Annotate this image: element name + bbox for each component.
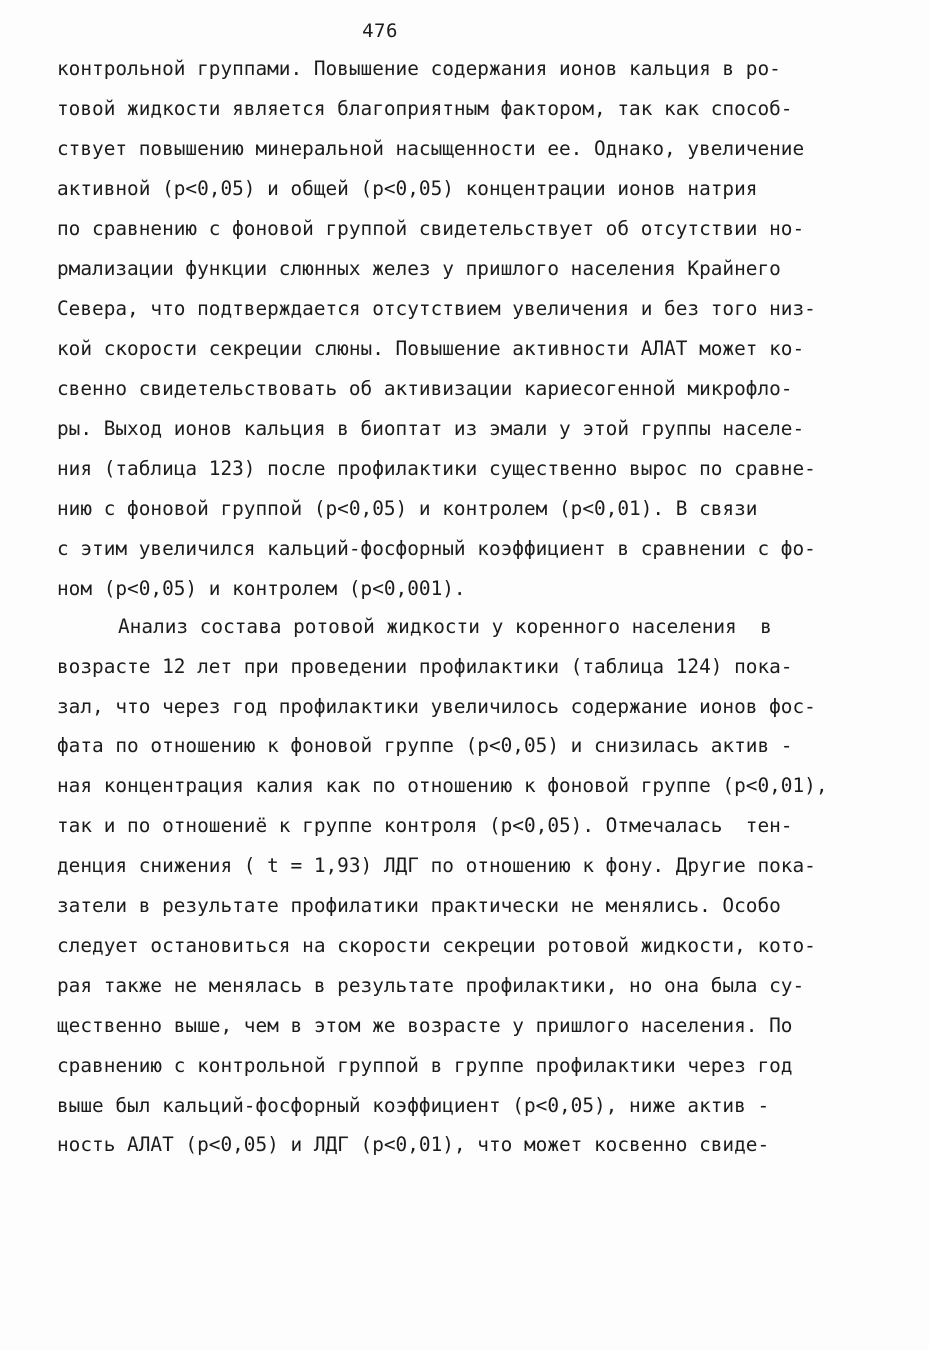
text-line: рая также не менялась в результате профилактики, но она была су- [57, 974, 805, 997]
text-line: ная концентрация калия как по отношению к фоновой группе (р<0,01), [57, 774, 828, 797]
text-line: так и по отношениё к группе контроля (р<0,05). Отмечалась тен- [57, 814, 793, 837]
text-line: кой скорости секреции слюны. Повышение активности АЛАТ может ко- [57, 337, 805, 360]
text-line: Севера, что подтверждается отсутствием увеличения и без того низ- [57, 297, 816, 320]
text-line: свенно свидетельствовать об активизации кариесогенной микрофло- [57, 377, 793, 400]
text-line: товой жидкости является благоприятным фактором, так как способ- [57, 97, 793, 120]
text-line: ном (р<0,05) и контролем (р<0,001). [57, 577, 466, 600]
text-line: активной (р<0,05) и общей (р<0,05) концентрации ионов натрия [57, 177, 758, 200]
text-line: с этим увеличился кальций-фосфорный коэффициент в сравнении с фо- [57, 537, 816, 560]
text-line: фата по отношению к фоновой группе (р<0,05) и снизилась актив - [57, 734, 793, 757]
text-line: по сравнению с фоновой группой свидетельствует об отсутствии но- [57, 217, 805, 240]
text-line: ры. Выход ионов кальция в биоптат из эмали у этой группы населе- [57, 417, 805, 440]
text-line: щественно выше, чем в этом же возрасте у пришлого населения. По [57, 1014, 793, 1037]
text-line: сравнению с контрольной группой в группе профилактики через год [57, 1054, 793, 1077]
text-line: рмализации функции слюнных желез у пришлого населения Крайнего [57, 257, 781, 280]
text-line: ность АЛАТ (р<0,05) и ЛДГ (р<0,01), что может косвенно свиде- [57, 1133, 770, 1156]
text-line: затели в результате профилатики практически не менялись. Особо [57, 894, 781, 917]
text-line: зал, что через год профилактики увеличилось содержание ионов фос- [57, 695, 816, 718]
page-number: 476 [362, 20, 398, 42]
text-line: контрольной группами. Повышение содержания ионов кальция в ро- [57, 57, 781, 80]
text-line: следует остановиться на скорости секреции ротовой жидкости, кото- [57, 934, 816, 957]
text-line: денция снижения ( t = 1,93) ЛДГ по отношению к фону. Другие пока- [57, 854, 816, 877]
text-line: возрасте 12 лет при проведении профилактики (таблица 124) пока- [57, 655, 793, 678]
text-line: нию с фоновой группой (р<0,05) и контролем (р<0,01). В связи [57, 497, 758, 520]
text-line: ствует повышению минеральной насыщенности ее. Однако, увеличение [57, 137, 805, 160]
text-line: Анализ состава ротовой жидкости у коренного населения в [118, 615, 772, 638]
text-line: выше был кальций-фосфорный коэффициент (р<0,05), ниже актив - [57, 1094, 770, 1117]
text-line: ния (таблица 123) после профилактики существенно вырос по сравне- [57, 457, 816, 480]
